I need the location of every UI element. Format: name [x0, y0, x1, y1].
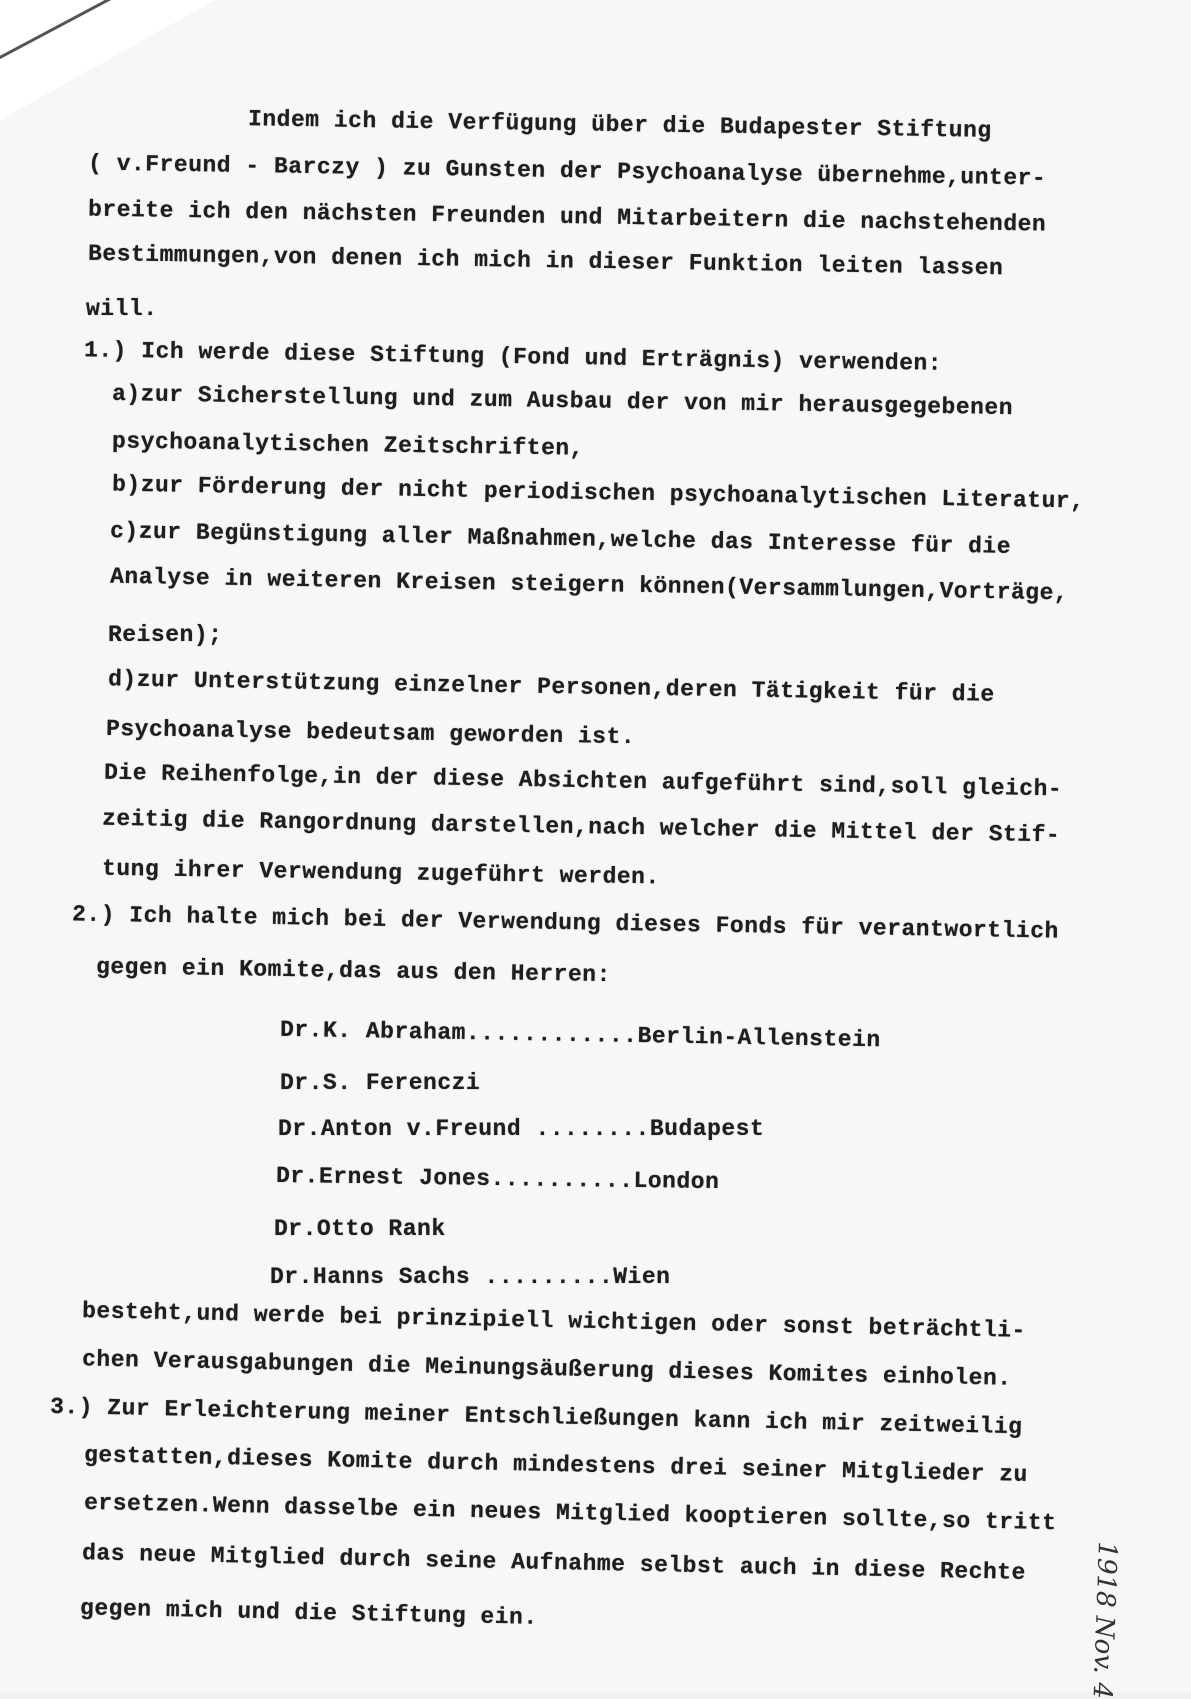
section3-line-5: gegen mich und die Stiftung ein.	[79, 1595, 538, 1631]
committee-member-abraham: Dr.K. Abraham............Berlin-Allenstein	[279, 1016, 881, 1054]
section1-item-c-cont: Analyse in weiteren Kreisen steigern können(Versammlungen,Vorträge,	[109, 563, 1069, 607]
section2-line-2: gegen ein Komite,das aus den Herren:	[95, 953, 612, 989]
section1-item-a-cont: psychoanalytischen Zeitschriften,	[111, 428, 585, 462]
section1-order-line-3: tung ihrer Verwendung zugeführt werden.	[101, 855, 660, 891]
folded-corner	[0, 0, 215, 120]
section1-item-c: c)zur Begünstigung aller Maßnahmen,welche das Interesse für die	[109, 518, 1012, 560]
committee-member-jones: Dr.Ernest Jones..........London	[275, 1162, 720, 1196]
intro-line-3: breite ich den nächsten Freunden und Mitarbeitern die nachstehenden	[87, 196, 1047, 238]
committee-member-freund: Dr.Anton v.Freund ........Budapest	[278, 1116, 765, 1142]
section2-line-1: 2.) Ich halte mich bei der Verwendung dieses Fonds für verantwortlich	[71, 901, 1060, 945]
committee-member-rank: Dr.Otto Rank	[274, 1216, 446, 1242]
handwritten-date-note: 1918 Nov. 4	[1086, 1540, 1122, 1699]
intro-line-4: Bestimmungen,von denen ich mich in dieser Funktion leiten lassen	[87, 240, 1004, 282]
section3-line-4: das neue Mitglied durch seine Aufnahme selbst auch in diese Rechte	[81, 1540, 1027, 1586]
section1-order-line-2: zeitig die Rangordnung darstellen,nach welcher die Mittel der Stif-	[101, 805, 1061, 849]
section1-item-a: a)zur Sicherstellung und zum Ausbau der von mir herausgegebenen	[111, 380, 1014, 422]
section1-item-b: b)zur Förderung der nicht periodischen psychoanalytischen Literatur,	[111, 471, 1085, 515]
section2-closing-1: besteht,und werde bei prinzipiell wichtigen oder sonst beträchtli-	[81, 1298, 1027, 1344]
section1-item-c-cont2: Reisen);	[108, 622, 223, 648]
section1-item-d-cont: Psychoanalyse bedeutsam geworden ist.	[105, 715, 636, 751]
intro-line-1: Indem ich die Verfügung über die Budapester Stiftung	[247, 106, 992, 144]
committee-member-sachs: Dr.Hanns Sachs .........Wien	[270, 1264, 671, 1290]
committee-member-ferenczi: Dr.S. Ferenczi	[280, 1070, 481, 1096]
section3-line-1: 3.) Zur Erleichterung meiner Entschließungen kann ich mir zeitweilig	[49, 1393, 1023, 1441]
section1-heading: 1.) Ich werde diese Stiftung (Fond und Erträgnis) verwenden:	[83, 337, 943, 377]
intro-line-2: ( v.Freund - Barczy ) zu Gunsten der Psychoanalyse übernehme,unter-	[87, 150, 1047, 192]
section1-order-line-1: Die Reihenfolge,in der diese Absichten aufgeführt sind,soll gleich-	[103, 759, 1063, 803]
section3-line-3: ersetzen.Wenn dasselbe ein neues Mitglied kooptieren sollte,so tritt	[83, 1489, 1057, 1537]
section3-line-2: gestatten,dieses Komite durch mindestens drei seiner Mitglieder zu	[83, 1442, 1029, 1488]
section1-item-d: d)zur Unterstützung einzelner Personen,deren Tätigkeit für die	[107, 666, 995, 708]
intro-line-5: will.	[86, 296, 158, 322]
section2-closing-2: chen Verausgabungen die Meinungsäußerung dieses Komites einholen.	[81, 1346, 1012, 1392]
